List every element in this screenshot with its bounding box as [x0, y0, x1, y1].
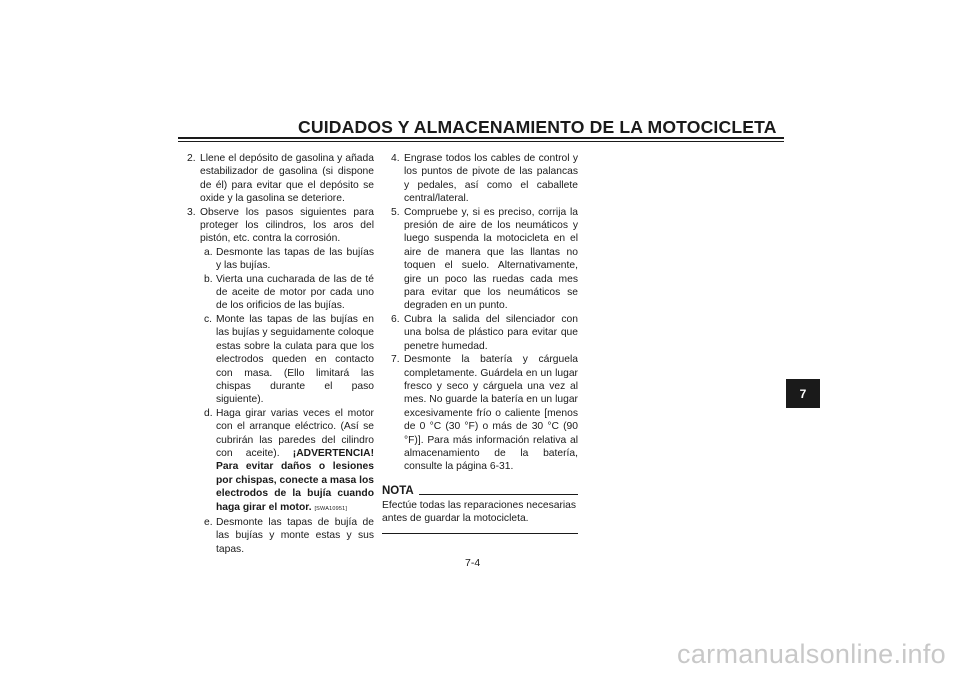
substep-c [178, 313, 374, 407]
step-number: 4. [391, 153, 400, 164]
step-text: Llene el depósito de gasolina y añada estabilizador de gasolina (si dispone de él) para evitar que el depósito se oxide y la gasolina se deteriore. [200, 153, 374, 205]
step-3 [178, 206, 374, 246]
substep-letter: c. [204, 313, 213, 325]
chapter-tab: 7 [786, 379, 820, 408]
substep-d [178, 407, 374, 516]
substep-letter: a. [204, 246, 213, 258]
step-number: 3. [187, 206, 196, 218]
note-label: NOTA [382, 484, 414, 497]
step-7 [382, 353, 578, 474]
note-header [382, 483, 578, 497]
note-text: Efectúe todas las reparaciones necesarias antes de guardar la motocicleta. [382, 499, 577, 525]
page-number: 7-4 [465, 557, 481, 569]
right-column [382, 152, 578, 534]
warning-text: Para evitar daños o lesiones por chispas, conecte a masa los electrodos de la bujía cuando haga girar el motor. [216, 461, 374, 513]
note-box [382, 483, 578, 534]
warning-label: ¡ADVERTENCIA! [292, 447, 374, 459]
step-number: 7. [391, 354, 400, 366]
note-end-rule [382, 533, 578, 534]
note-rule [419, 494, 578, 495]
title-rule-thick [178, 137, 784, 139]
title-rule-thin [178, 141, 784, 142]
step-number: 6. [391, 313, 400, 325]
substep-text: Desmonte las tapas de las bujías y las bujías. [216, 246, 374, 272]
step-6 [382, 313, 578, 353]
substep-a [178, 246, 374, 273]
substep-letter: b. [204, 273, 213, 285]
substep-text: Desmonte las tapas de bujía de las bujías y monte estas y sus tapas. [216, 516, 374, 555]
substep-letter: e. [204, 516, 213, 528]
substep-text: Haga girar varias veces el motor con el arranque eléctrico. (Así se cubrirán las paredes del cilindro con aceite). [216, 407, 374, 459]
substep-text: Vierta una cucharada de las de té de aceite de motor por cada uno de los orificios de las bujías. [216, 273, 374, 312]
step-text: Observe los pasos siguientes para proteger los cilindros, los aros del pistón, etc. contra la corrosión. [200, 206, 374, 245]
substep-b [178, 273, 374, 313]
step-text: Cubra la salida del silenciador con una bolsa de plástico para evitar que penetre humedad. [404, 313, 578, 352]
watermark: carmanualsonline.info [677, 639, 946, 669]
substep-e [178, 516, 374, 556]
step-5 [382, 206, 578, 313]
warning-code: [SWA10951] [314, 505, 348, 512]
step-number: 5. [391, 206, 400, 218]
left-column [178, 152, 374, 556]
substep-text: Monte las tapas de las bujías en las bujías y seguidamente coloque estas sobre la culata para que los electrodos queden en contacto con masa. (Ello limitará las chispas durante el paso siguiente). [216, 313, 374, 406]
page-title: CUIDADOS Y ALMACENAMIENTO DE LA MOTOCICLETA [298, 117, 777, 137]
step-2 [178, 152, 374, 206]
step-number: 2. [187, 153, 196, 164]
step-4 [382, 152, 578, 206]
substep-letter: d. [204, 407, 213, 419]
step-text: Compruebe y, si es preciso, corrija la presión de aire de los neumáticos y luego suspenda la motocicleta en el aire de manera que las llantas no toquen el suelo. Alternativamente, gire un poco las ruedas cada mes para evitar que los neumáticos se degraden en un punto. [404, 206, 578, 312]
step-text: Engrase todos los cables de control y los puntos de pivote de las palancas y pedales, así como el caballete central/lateral. [404, 153, 578, 205]
step-text: Desmonte la batería y cárguela completamente. Guárdela en un lugar fresco y seco y cárguela una vez al mes. No guarde la batería en un lugar excesivamente frío o caliente [menos de 0 °C (30 °F) o más de 30 °C (90 °F)]. Para más información relativa al almacenamiento de la batería, consulte la página 6-31. [404, 354, 578, 473]
